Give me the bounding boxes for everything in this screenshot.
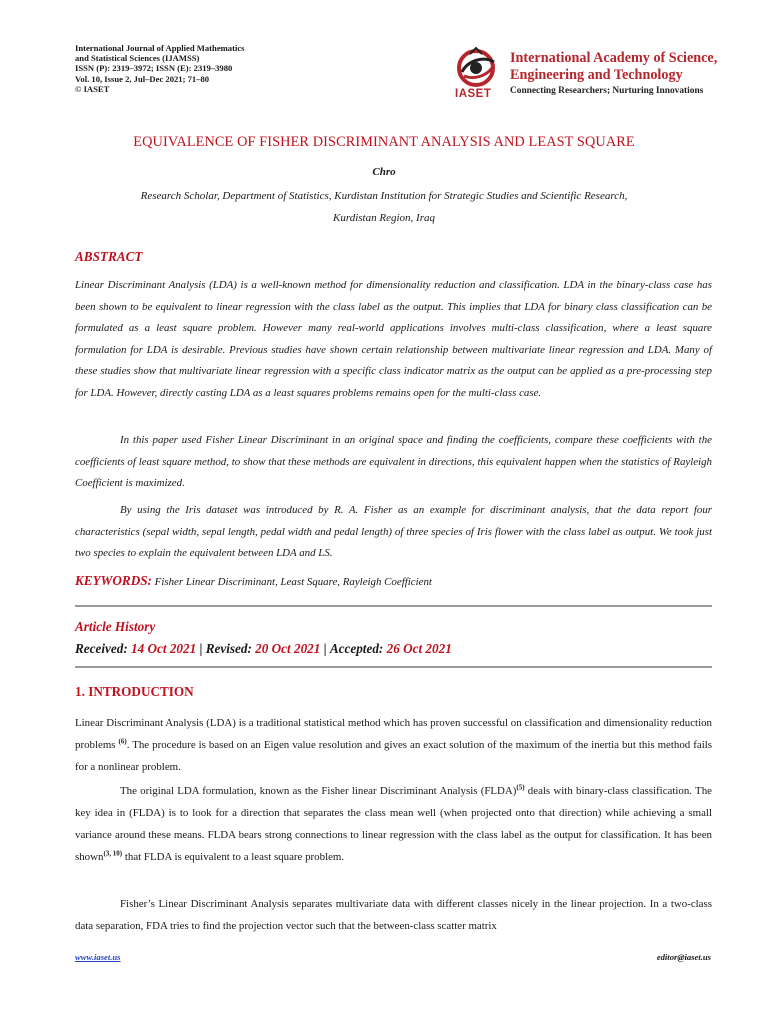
footer-email: editor@iaset.us	[656, 952, 711, 962]
iaset-logo-word: IASET	[455, 88, 492, 100]
journal-info	[75, 43, 355, 94]
intro-p1-text-a: Linear Discriminant Analysis (LDA) is a traditional statistical method which has proven successful on classification and dimensionality reduction problems	[75, 717, 712, 751]
author-affiliation	[0, 185, 768, 229]
publisher-name-line2: Engineering and Technology	[510, 67, 683, 83]
intro-p2-text-c: that FLDA is equivalent to a least square problem.	[122, 851, 345, 863]
keywords	[75, 573, 432, 589]
abstract-heading: ABSTRACT	[75, 249, 143, 264]
journal-copyright: © IASET	[75, 83, 110, 94]
journal-name-line2: and Statistical Sciences (IJAMSS)	[75, 53, 200, 64]
citation-ref: (6)	[118, 737, 127, 746]
intro-p1-text-b: . The procedure is based on an Eigen value resolution and gives an exact solution of the maximum of the inertia but this method fails for a nonlinear problem.	[75, 739, 712, 773]
introduction-paragraph-3: Fisher’s Linear Discriminant Analysis separates multivariate data with different classes nicely in the linear projection. In a two-class data separation, FDA tries to find the projection vector such that the between-class scatter matrix	[75, 898, 712, 932]
history-separator: |	[320, 641, 330, 656]
journal-name-line1: International Journal of Applied Mathematics	[75, 43, 245, 53]
divider-top	[75, 605, 712, 607]
citation-ref: (3, 10)	[103, 849, 123, 858]
revised-date: 20 Oct 2021	[255, 641, 321, 656]
accepted-label: Accepted:	[329, 641, 387, 656]
journal-issn: ISSN (P): 2319–3972; ISSN (E): 2319–3980	[75, 63, 233, 74]
citation-ref: (5)	[516, 783, 525, 792]
intro-p2-text-a: The original LDA formulation, known as the Fisher linear Discriminant Analysis (FLDA)	[120, 785, 517, 797]
received-date: 14 Oct 2021	[131, 641, 197, 656]
article-history-heading: Article History	[75, 619, 156, 634]
abstract-paragraph-3: By using the Iris dataset was introduced by R. A. Fisher as an example for discriminant analysis, that the data report four characteristics (sepal width, sepal length, pedal width and pedal length) of three species of Iris flower with the class label as output. We took just two species to explain the equivalent between LDA and LS.	[75, 504, 712, 559]
publisher-logo-block	[454, 46, 724, 106]
introduction-paragraph-2	[75, 780, 712, 868]
paper-title: EQUIVALENCE OF FISHER DISCRIMINANT ANALYSIS AND LEAST SQUARE	[133, 134, 635, 150]
divider-bottom	[75, 666, 712, 668]
publisher-name-line1: International Academy of Science,	[510, 50, 718, 66]
received-label: Received:	[75, 641, 132, 656]
keywords-label: KEYWORDS:	[75, 573, 152, 588]
accepted-date: 26 Oct 2021	[386, 641, 452, 656]
intro-p2-text-b: deals with binary-class classification. The key idea in (FLDA) is to look for a direction that separates the class mean well (when projected onto that direction) while achieving a small variance around these means. FLDA bears strong connections to linear regression with the class label as the output for classification. It has been shown	[75, 785, 712, 863]
abstract-paragraph-1: Linear Discriminant Analysis (LDA) is a well-known method for dimensionality reduction and classification. LDA in the binary-class case has been shown to be equivalent to linear regression with the class label as the output. This implies that LDA for binary class classification can be formulated as a least square problem. However many real-world applications involves multi-class classification, where a least square formulation for LDA is desirable. Previous studies have shown certain relationship between multivariate linear regression and LDA. Many of these studies show that multivariate linear regression with a specific class indicator matrix as the output can be applied as a pre-processing step for LDA. However, directly casting LDA as a least squares problems remains open for the multi-class case.	[75, 279, 712, 399]
introduction-heading: 1. INTRODUCTION	[75, 684, 194, 699]
journal-volume: Vol. 10, Issue 2, Jul–Dec 2021; 71–80	[75, 73, 210, 84]
keywords-text: Fisher Linear Discriminant, Least Square, Rayleigh Coefficient	[151, 576, 432, 588]
article-history-dates	[75, 641, 452, 657]
publisher-tagline: Connecting Researchers; Nurturing Innovations	[510, 86, 704, 96]
revised-label: Revised:	[205, 641, 256, 656]
paper-author: Chro	[372, 166, 396, 178]
history-separator: |	[196, 641, 206, 656]
introduction-paragraph-1	[75, 712, 712, 778]
affiliation-line1: Research Scholar, Department of Statistics, Kurdistan Institution for Strategic Studies and Scientific Research,	[140, 190, 628, 202]
footer-website-link[interactable]: www.iaset.us	[75, 952, 121, 962]
abstract-paragraph-2: In this paper used Fisher Linear Discriminant in an original space and finding the coefficients, compare these coefficients with the coefficients of least square method, to show that these methods are equivalent in directions, this equivalent happen when the statistics of Rayleigh Coefficient is maximized.	[75, 434, 712, 489]
affiliation-line2: Kurdistan Region, Iraq	[333, 212, 435, 224]
